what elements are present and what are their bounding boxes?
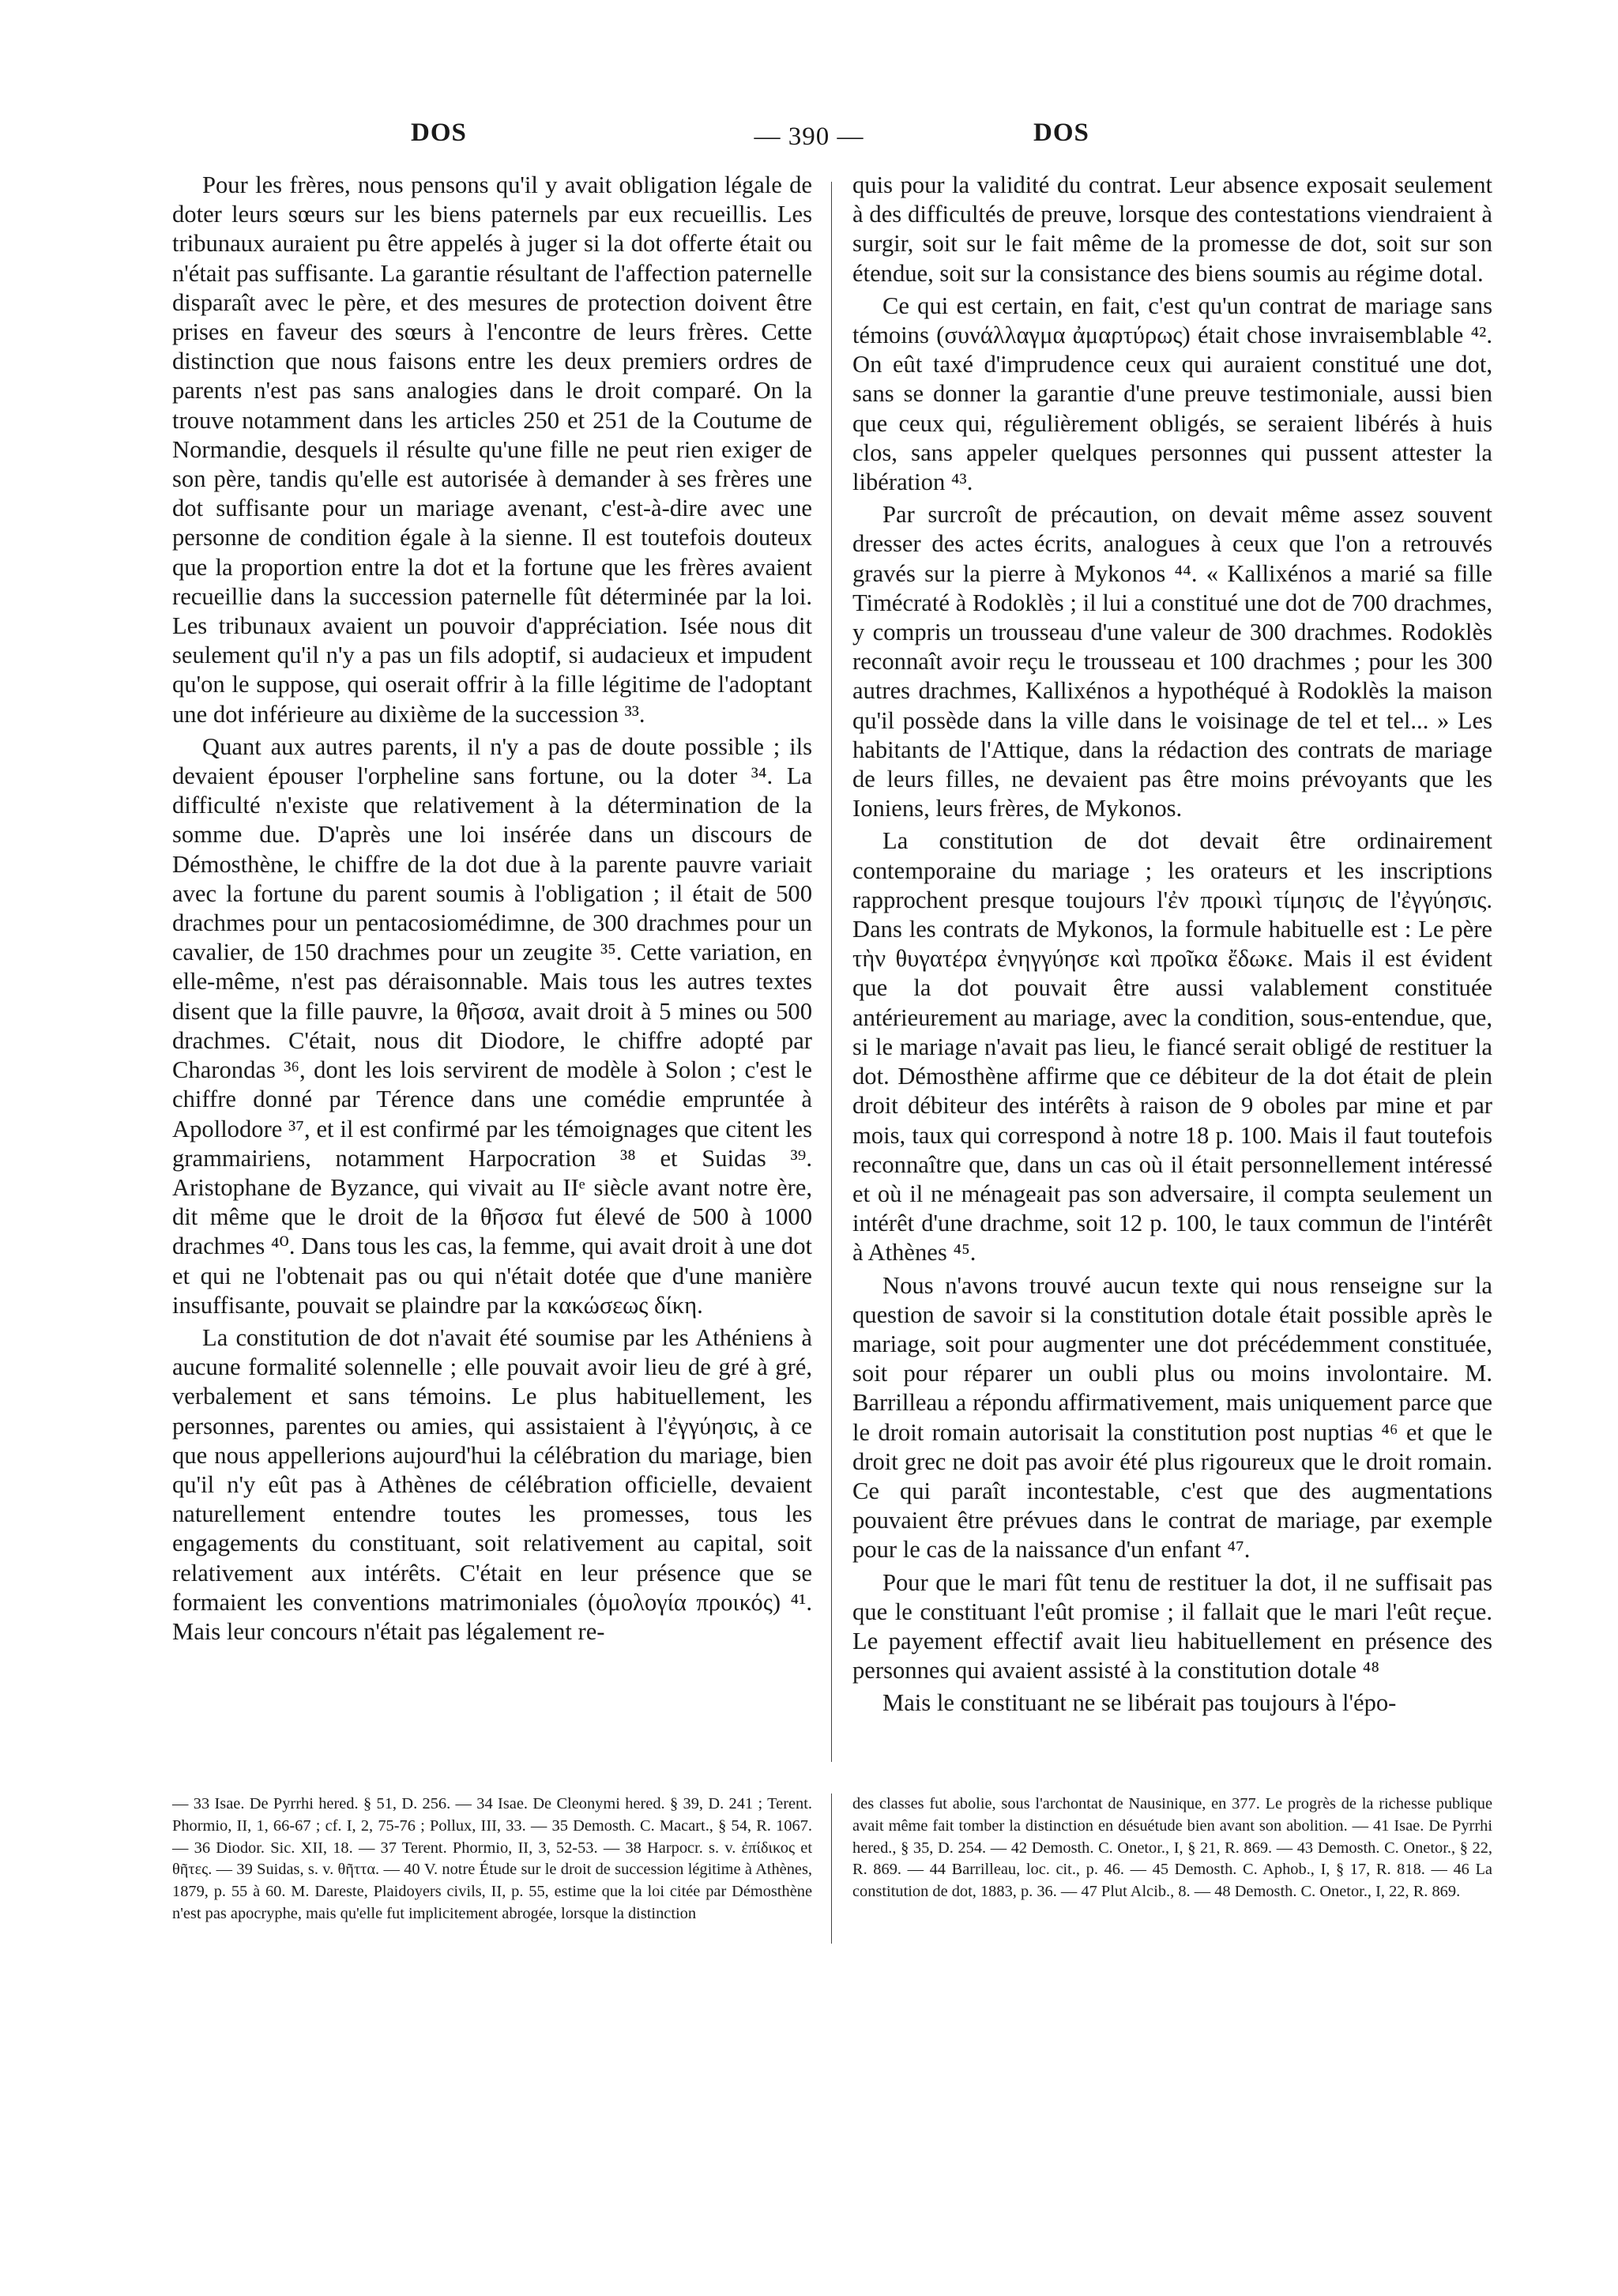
paragraph: Quant aux autres parents, il n'y a pas de doute possible ; ils devaient épouser l'orpheline sans fortune, ou la doter ³⁴. La difficulté n'existe que relativement à la détermination de la somme due. D'après une loi insérée dans un discours de Démosthène, le chiffre de la dot due à la parente pauvre variait avec la fortune du parent soumis à l'obligation ; il était de 500 drachmes pour un pentacosiomédimne, de 300 drachmes pour un cavalier, de 150 drachmes pour un zeugite ³⁵. Cette variation, en elle-même, n'est pas déraisonnable. Mais tous les autres textes disent que la fille pauvre, la θῆσσα, avait droit à 5 mines ou 500 drachmes. C'était, nous dit Diodore, le chiffre adopté par Charondas ³⁶, dont les lois servirent de modèle à Solon ; c'est le chiffre donné par Térence dans une comédie empruntée à Apollodore ³⁷, et il est confirmé par les témoignages que citent les grammairiens, notamment Harpocration ³⁸ et Suidas ³⁹. Aristophane de Byzance, qui vivait au IIᵉ siècle avant notre ère, dit même que le droit de la θῆσσα fut élevé de 500 à 1000 drachmes ⁴⁰. Dans tous les cas, la femme, qui avait droit à une dot et qui ne l'obtenait pas ou qui n'était dotée que d'une manière insuffisante, pouvait se plaindre par la κακώσεως δίκη. <box>172 732 812 1319</box>
paragraph: Pour que le mari fût tenu de restituer la dot, il ne suffisait pas que le constituant l'eût promise ; il fallait que le mari l'eût reçue. Le payement effectif avait lieu habituellement en présence des personnes qui avaient assisté à la constitution dotale ⁴⁸ <box>852 1568 1492 1684</box>
paragraph: La constitution de dot n'avait été soumise par les Athéniens à aucune formalité solennelle ; elle pouvait avoir lieu de gré à gré, verbalement et sans témoins. Le plus habituellement, les personnes, parentes ou amies, qui assistaient à l'ἐγγύησις, à ce que nous appellerions aujourd'hui la célébration du mariage, bien qu'il n'y eût pas à Athènes de célébration officielle, devaient naturellement entendre toutes les promesses, tous les engagements du constituant, soit relativement au capital, soit relativement aux intérêts. C'était en leur présence que se formaient les conventions matrimoniales (ὁμολογία προικός) ⁴¹. Mais leur concours n'était pas légalement re- <box>172 1323 812 1645</box>
paragraph: quis pour la validité du contrat. Leur absence exposait seulement à des difficultés de preuve, lorsque des contestations viendraient à surgir, soit sur le fait même de la promesse de dot, soit sur son étendue, soit sur la consistance des biens soumis au régime dotal. <box>852 171 1492 287</box>
right-column <box>852 171 1492 1722</box>
left-column <box>172 171 812 1650</box>
paragraph: Mais le constituant ne se libérait pas toujours à l'épo- <box>882 1689 1397 1717</box>
column-divider <box>831 182 832 1762</box>
footnotes-left: — 33 Isae. De Pyrrhi hered. § 51, D. 256. — 34 Isae. De Cleonymi hered. § 39, D. 241 ; Terent. Phormio, II, 1, 66-67 ; cf. I, 2, 75-76 ; Pollux, III, 33. — 35 Demosth. C. Macart., § 54, R. 1067. — 36 Diodor. Sic. XII, 18. — 37 Terent. Phormio, II, 3, 52-53. — 38 Harpocr. s. v. ἐπίδικος et θῆτες. — 39 Suidas, s. v. θῆττα. — 40 V. notre Étude sur le droit de succession légitime à Athènes, 1879, p. 55 à 60. M. Dareste, Plaidoyers civils, II, p. 55, estime que la loi citée par Démosthène n'est pas apocryphe, mais qu'elle fut implicitement abrogée, lorsque la distinction <box>172 1795 812 1922</box>
running-head-right: DOS <box>1033 119 1089 147</box>
footnote-divider <box>831 1794 832 1944</box>
footnotes-right: des classes fut abolie, sous l'archontat de Nausinique, en 377. Le progrès de la richesse publique avait même fait tomber la distinction en désuétude bien avant son abolition. — 41 Isae. De Pyrrhi hered., § 35, D. 254. — 42 Demosth. C. Onetor., I, § 21, R. 869. — 43 Demosth. C. Onetor., § 22, R. 869. — 44 Barrilleau, loc. cit., p. 46. — 45 Demosth. C. Aphob., I, § 17, R. 818. — 46 La constitution de dot, 1883, p. 36. — 47 Plut Alcib., 8. — 48 Demosth. C. Onetor., I, 22, R. 869. <box>852 1795 1492 1901</box>
paragraph: Ce qui est certain, en fait, c'est qu'un contrat de mariage sans témoins (συνάλλαγμα ἀμαρτύρως) était chose invraisemblable ⁴². On eût taxé d'imprudence ceux qui auraient constitué une dot, sans se donner la garantie d'une preuve testimoniale, aussi bien que ceux qui, régulièrement obligés, se seraient libérés à huis clos, sans appeler quelques personnes qui pussent attester la libération ⁴³. <box>852 292 1492 496</box>
running-head-left: DOS <box>411 119 467 147</box>
paragraph: Nous n'avons trouvé aucun texte qui nous renseigne sur la question de savoir si la constitution dotale était possible après le mariage, soit pour augmenter une dot précédemment constituée, soit pour réparer un oubli plus ou moins involontaire. M. Barrilleau a répondu affirmativement, mais uniquement parce que le droit romain autorisait la constitution post nuptias ⁴⁶ et que le droit grec ne doit pas avoir été plus rigoureux que le droit romain. Ce qui paraît incontestable, c'est que des augmentations pouvaient être prévues dans le contrat de mariage, par exemple pour le cas de la naissance d'un enfant ⁴⁷. <box>852 1271 1492 1564</box>
paragraph: Par surcroît de précaution, on devait même assez souvent dresser des actes écrits, analogues à ceux que l'on a retrouvés gravés sur la pierre à Mykonos ⁴⁴. « Kallixénos a marié sa fille Timécraté à Rodoklès ; il lui a constitué une dot de 700 drachmes, y compris un trousseau d'une valeur de 300 drachmes. Rodoklès reconnaît avoir reçu le trousseau et 100 drachmes ; pour les 300 autres drachmes, Kallixénos a hypothéqué à Rodoklès la maison qu'il possède dans la ville dans le voisinage de tel et tel... » Les habitants de l'Attique, dans la rédaction des contrats de mariage de leurs filles, ne devaient pas être moins prévoyants que les Ioniens, leurs frères, de Mykonos. <box>852 501 1492 822</box>
page-number: — 390 — <box>754 122 864 151</box>
paragraph: Pour les frères, nous pensons qu'il y avait obligation légale de doter leurs sœurs sur les biens paternels par eux recueillis. Les tribunaux auraient pu être appelés à juger si la dot offerte était ou n'était pas suffisante. La garantie résultant de l'affection paternelle disparaît avec le père, et des mesures de protection doivent être prises en faveur des sœurs à l'encontre de leurs frères. Cette distinction que nous faisons entre les deux premiers ordres de parents n'est pas sans analogies dans le droit comparé. On la trouve notamment dans les articles 250 et 251 de la Coutume de Normandie, desquels il résulte qu'une fille ne peut rien exiger de son père, tandis qu'elle est autorisée à demander à ses frères une dot suffisante pour un mariage avenant, c'est-à-dire avec une personne de condition égale à la sienne. Il est toutefois douteux que la proportion entre la dot et la fortune que les frères avaient recueillie dans la succession paternelle fût déterminée par la loi. Les tribunaux avaient un pouvoir d'appréciation. Isée nous dit seulement qu'il n'y a pas un fils adoptif, si audacieux et impudent qu'on le suppose, qui oserait offrir à la fille légitime de l'adoptant une dot inférieure au dixième de la succession ³³. <box>172 171 812 728</box>
paragraph: La constitution de dot devait être ordinairement contemporaine du mariage ; les orateurs et les inscriptions rapprochent presque toujours l'ἐν προικὶ τίμησις de l'ἐγγύησις. Dans les contrats de Mykonos, la formule habituelle est : Le père τὴν θυγατέρα ἐνηγγύησε καὶ προῖκα ἔδωκε. Mais il est évident que la dot pouvait être aussi valablement constituée antérieurement au mariage, avec la condition, sous-entendue, que, si le mariage n'avait pas lieu, le fiancé serait obligé de restituer la dot. Démosthène affirme que ce débiteur de la dot était de plein droit débiteur des intérêts à raison de 9 oboles par mine et par mois, taux qui correspond à notre 18 p. 100. Mais il faut toutefois reconnaître que, dans un cas où il était personnellement intéressé et où il ne ménageait pas son adversaire, il compta seulement un intérêt d'une drachme, soit 12 p. 100, le taux commun de l'intérêt à Athènes ⁴⁵. <box>852 827 1492 1267</box>
